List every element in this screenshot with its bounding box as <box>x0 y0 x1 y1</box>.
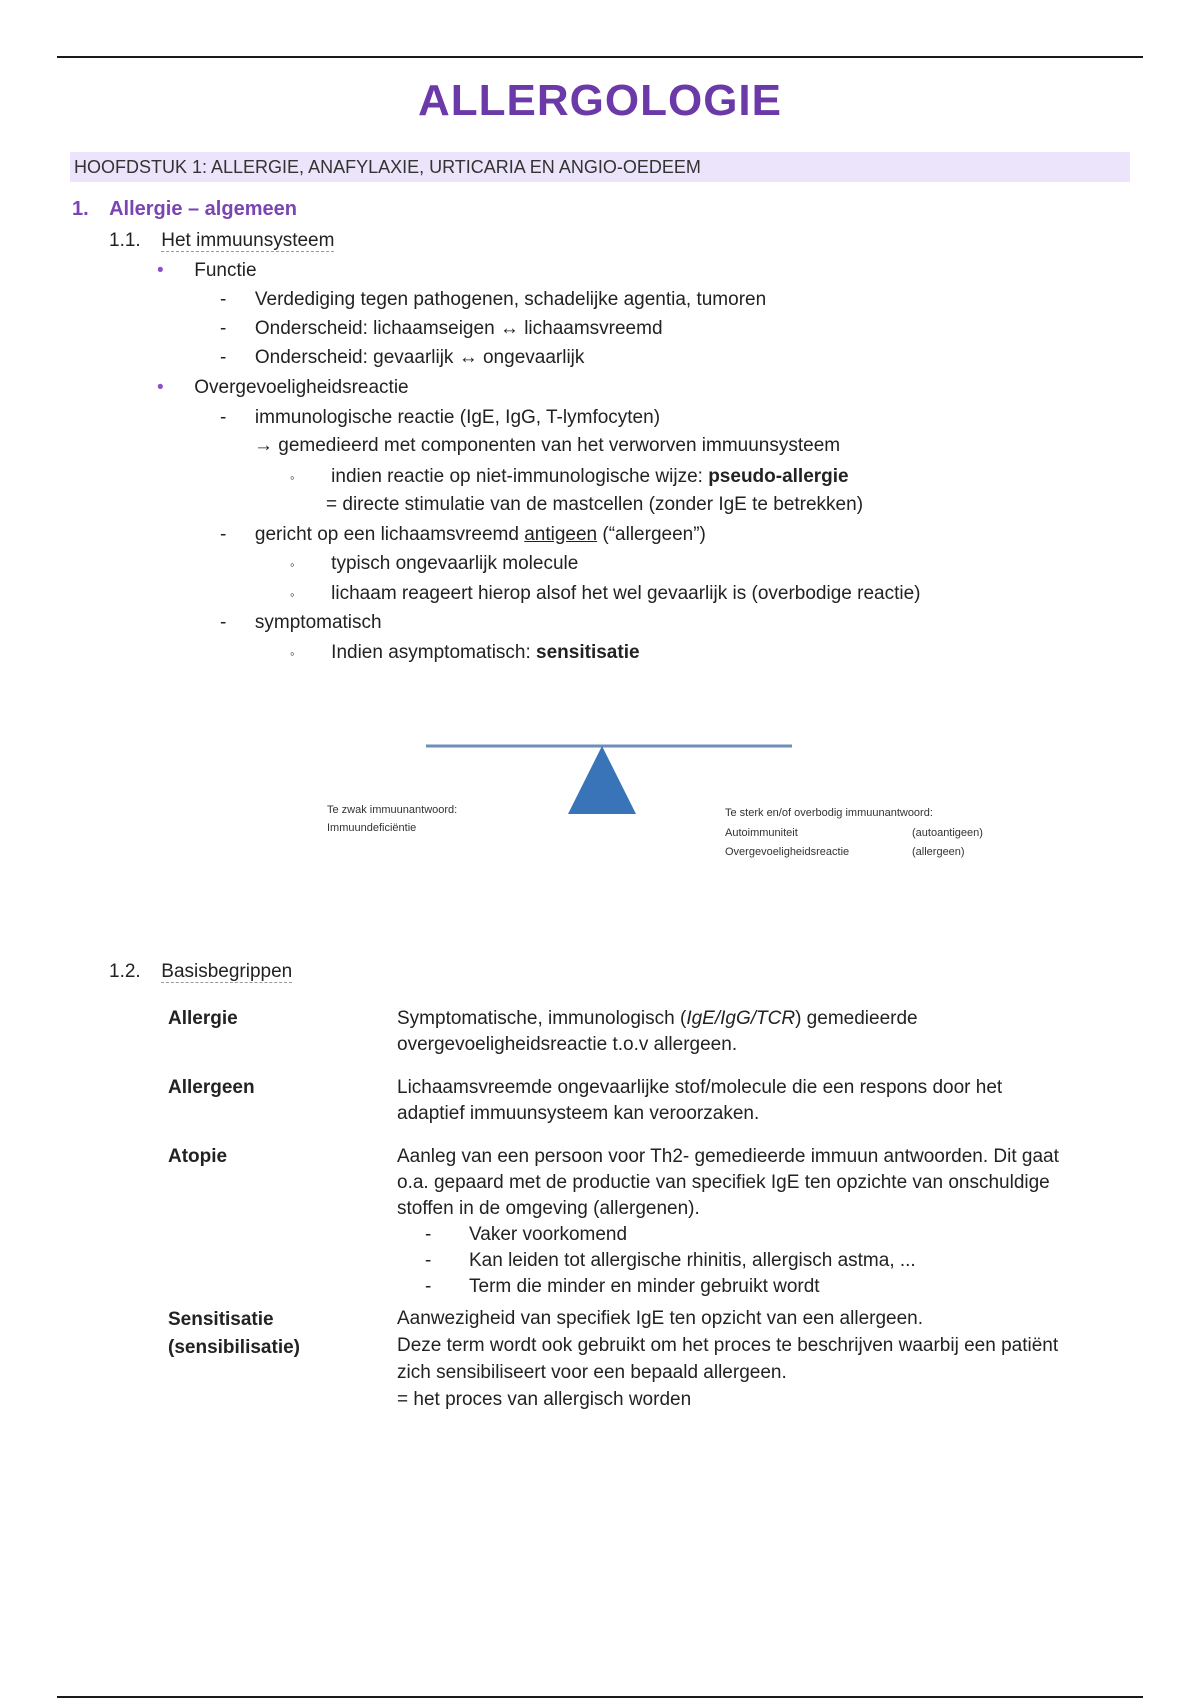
atopie-bullet <box>397 1222 1059 1248</box>
sub-list-item-text: typisch ongevaarlijk molecule <box>331 553 579 574</box>
dash-icon: - <box>220 318 227 339</box>
list-item-text: symptomatisch <box>254 612 382 633</box>
sub-list-item-text: lichaam reageert hierop alsof het wel gevaarlijk is (overbodige reactie) <box>331 583 921 604</box>
definition-italic: IgE/IgG/TCR <box>686 1008 796 1029</box>
term-sensitisatie-line1: Sensitisatie <box>168 1309 274 1330</box>
atopie-bullet-text: Term die minder en minder gebruikt wordt <box>469 1276 820 1297</box>
term-atopie: Atopie <box>168 1146 228 1167</box>
term-allergie: Allergie <box>168 1008 238 1029</box>
definition-text: Deze term wordt ook gebruikt om het proces te beschrijven waarbij een patiënt <box>397 1335 1059 1356</box>
list-item-text: immunologische reactie (IgE, IgG, T-lymfocyten) <box>254 407 661 428</box>
definition-text: = het proces van allergisch worden <box>397 1389 692 1410</box>
antigeen-term: antigeen <box>524 524 598 545</box>
definition-allergie <box>397 1006 918 1058</box>
circle-bullet-icon: ◦ <box>290 470 295 485</box>
chapter-heading: HOOFDSTUK 1: ALLERGIE, ANAFYLAXIE, URTICARIA EN ANGIO-OEDEEM <box>70 152 1130 182</box>
definition-text: Lichaamsvreemde ongevaarlijke stof/molecule die een respons door het <box>397 1077 1003 1098</box>
atopie-bullet <box>397 1274 1059 1300</box>
subsection-1-2-title: Basisbegrippen <box>161 961 293 982</box>
list-item-text-suffix: (“allergeen”) <box>597 524 706 545</box>
bottom-rule <box>57 1696 1143 1698</box>
list-item-text: Onderscheid: lichaamseigen ↔ lichaamsvreemd <box>254 318 663 339</box>
definition-atopie <box>397 1144 1059 1300</box>
bullet-dot-icon: • <box>157 377 164 398</box>
dash-icon: - <box>220 524 227 545</box>
definition-text: o.a. gepaard met de productie van specifiek IgE ten opzichte van onschuldige <box>397 1172 1050 1193</box>
subsection-1-1-title: Het immuunsysteem <box>161 230 335 251</box>
circle-bullet-icon: ◦ <box>290 557 295 572</box>
dash-icon: - <box>220 289 227 310</box>
diagram-right-overgevoeligheid: Overgevoeligheidsreactie <box>725 846 850 858</box>
definition-text: overgevoeligheidsreactie t.o.v allergeen. <box>397 1034 738 1055</box>
dash-icon: - <box>425 1276 432 1297</box>
dash-icon: - <box>220 407 227 428</box>
circle-bullet-icon: ◦ <box>290 587 295 602</box>
bullet-overgevoeligheid-label: Overgevoeligheidsreactie <box>194 377 409 398</box>
bullet-dot-icon: • <box>157 260 164 281</box>
bullet-functie-label: Functie <box>194 260 257 281</box>
term-sensitisatie <box>168 1306 300 1362</box>
diagram-left-label-1: Te zwak immuunantwoord: <box>327 804 458 816</box>
sub-list-item-text: Indien asymptomatisch: <box>331 642 537 663</box>
section-1-title: Allergie – algemeen <box>109 198 297 220</box>
definition-text: adaptief immuunsysteem kan veroorzaken. <box>397 1103 760 1124</box>
dash-icon: - <box>425 1250 432 1271</box>
diagram-left-label-2: Immuundeficiëntie <box>327 822 417 834</box>
definition-text: Symptomatische, immunologisch ( <box>397 1008 687 1029</box>
atopie-bullet-text: Kan leiden tot allergische rhinitis, allergisch astma, ... <box>469 1250 916 1271</box>
definition-text: zich sensibiliseert voor een bepaald allergeen. <box>397 1362 787 1383</box>
circle-bullet-icon: ◦ <box>290 646 295 661</box>
diagram-right-autoimmuniteit: Autoimmuniteit <box>725 827 798 839</box>
term-sensitisatie-line2: (sensibilisatie) <box>168 1337 300 1358</box>
sub-list-item-text: indien reactie op niet-immunologische wijze: <box>331 466 709 487</box>
dash-icon: - <box>425 1224 432 1245</box>
pseudo-definition: = directe stimulatie van de mastcellen (zonder IgE te betrekken) <box>326 494 864 515</box>
atopie-bullet <box>397 1248 1059 1274</box>
page-title: ALLERGOLOGIE <box>418 76 782 125</box>
dash-icon: - <box>220 347 227 368</box>
list-item-text: gericht op een lichaamsvreemd <box>254 524 525 545</box>
definition-text: ) gemedieerde <box>795 1008 918 1029</box>
definition-allergeen <box>397 1075 1002 1127</box>
diagram-right-autoantigeen: (autoantigeen) <box>912 827 983 839</box>
list-item-text: Onderscheid: gevaarlijk ↔ ongevaarlijk <box>254 347 585 368</box>
section-1-number: 1. <box>72 198 89 220</box>
balance-fulcrum <box>568 746 636 814</box>
definition-text: Aanleg van een persoon voor Th2- gemedieerde immuun antwoorden. Dit gaat <box>397 1146 1059 1167</box>
subsection-1-1-number: 1.1. <box>109 230 141 251</box>
arrow-line: → gemedieerd met componenten van het verworven immuunsysteem <box>254 435 841 456</box>
subsection-1-2-number: 1.2. <box>109 961 141 982</box>
dash-icon: - <box>220 612 227 633</box>
definition-text: stoffen in de omgeving (allergenen). <box>397 1198 700 1219</box>
sensitisatie-term: sensitisatie <box>536 642 640 663</box>
atopie-bullet-text: Vaker voorkomend <box>469 1224 628 1245</box>
diagram-right-allergeen: (allergeen) <box>912 846 965 858</box>
definition-text: Aanwezigheid van specifiek IgE ten opzicht van een allergeen. <box>397 1308 924 1329</box>
list-item-text: Verdediging tegen pathogenen, schadelijke agentia, tumoren <box>254 289 767 310</box>
term-allergeen: Allergeen <box>168 1077 255 1098</box>
diagram-right-label-1: Te sterk en/of overbodig immuunantwoord: <box>725 807 933 819</box>
definition-sensitisatie <box>397 1305 1058 1413</box>
pseudo-allergie-term: pseudo-allergie <box>708 466 849 487</box>
subsection-1-2-heading <box>109 961 292 983</box>
